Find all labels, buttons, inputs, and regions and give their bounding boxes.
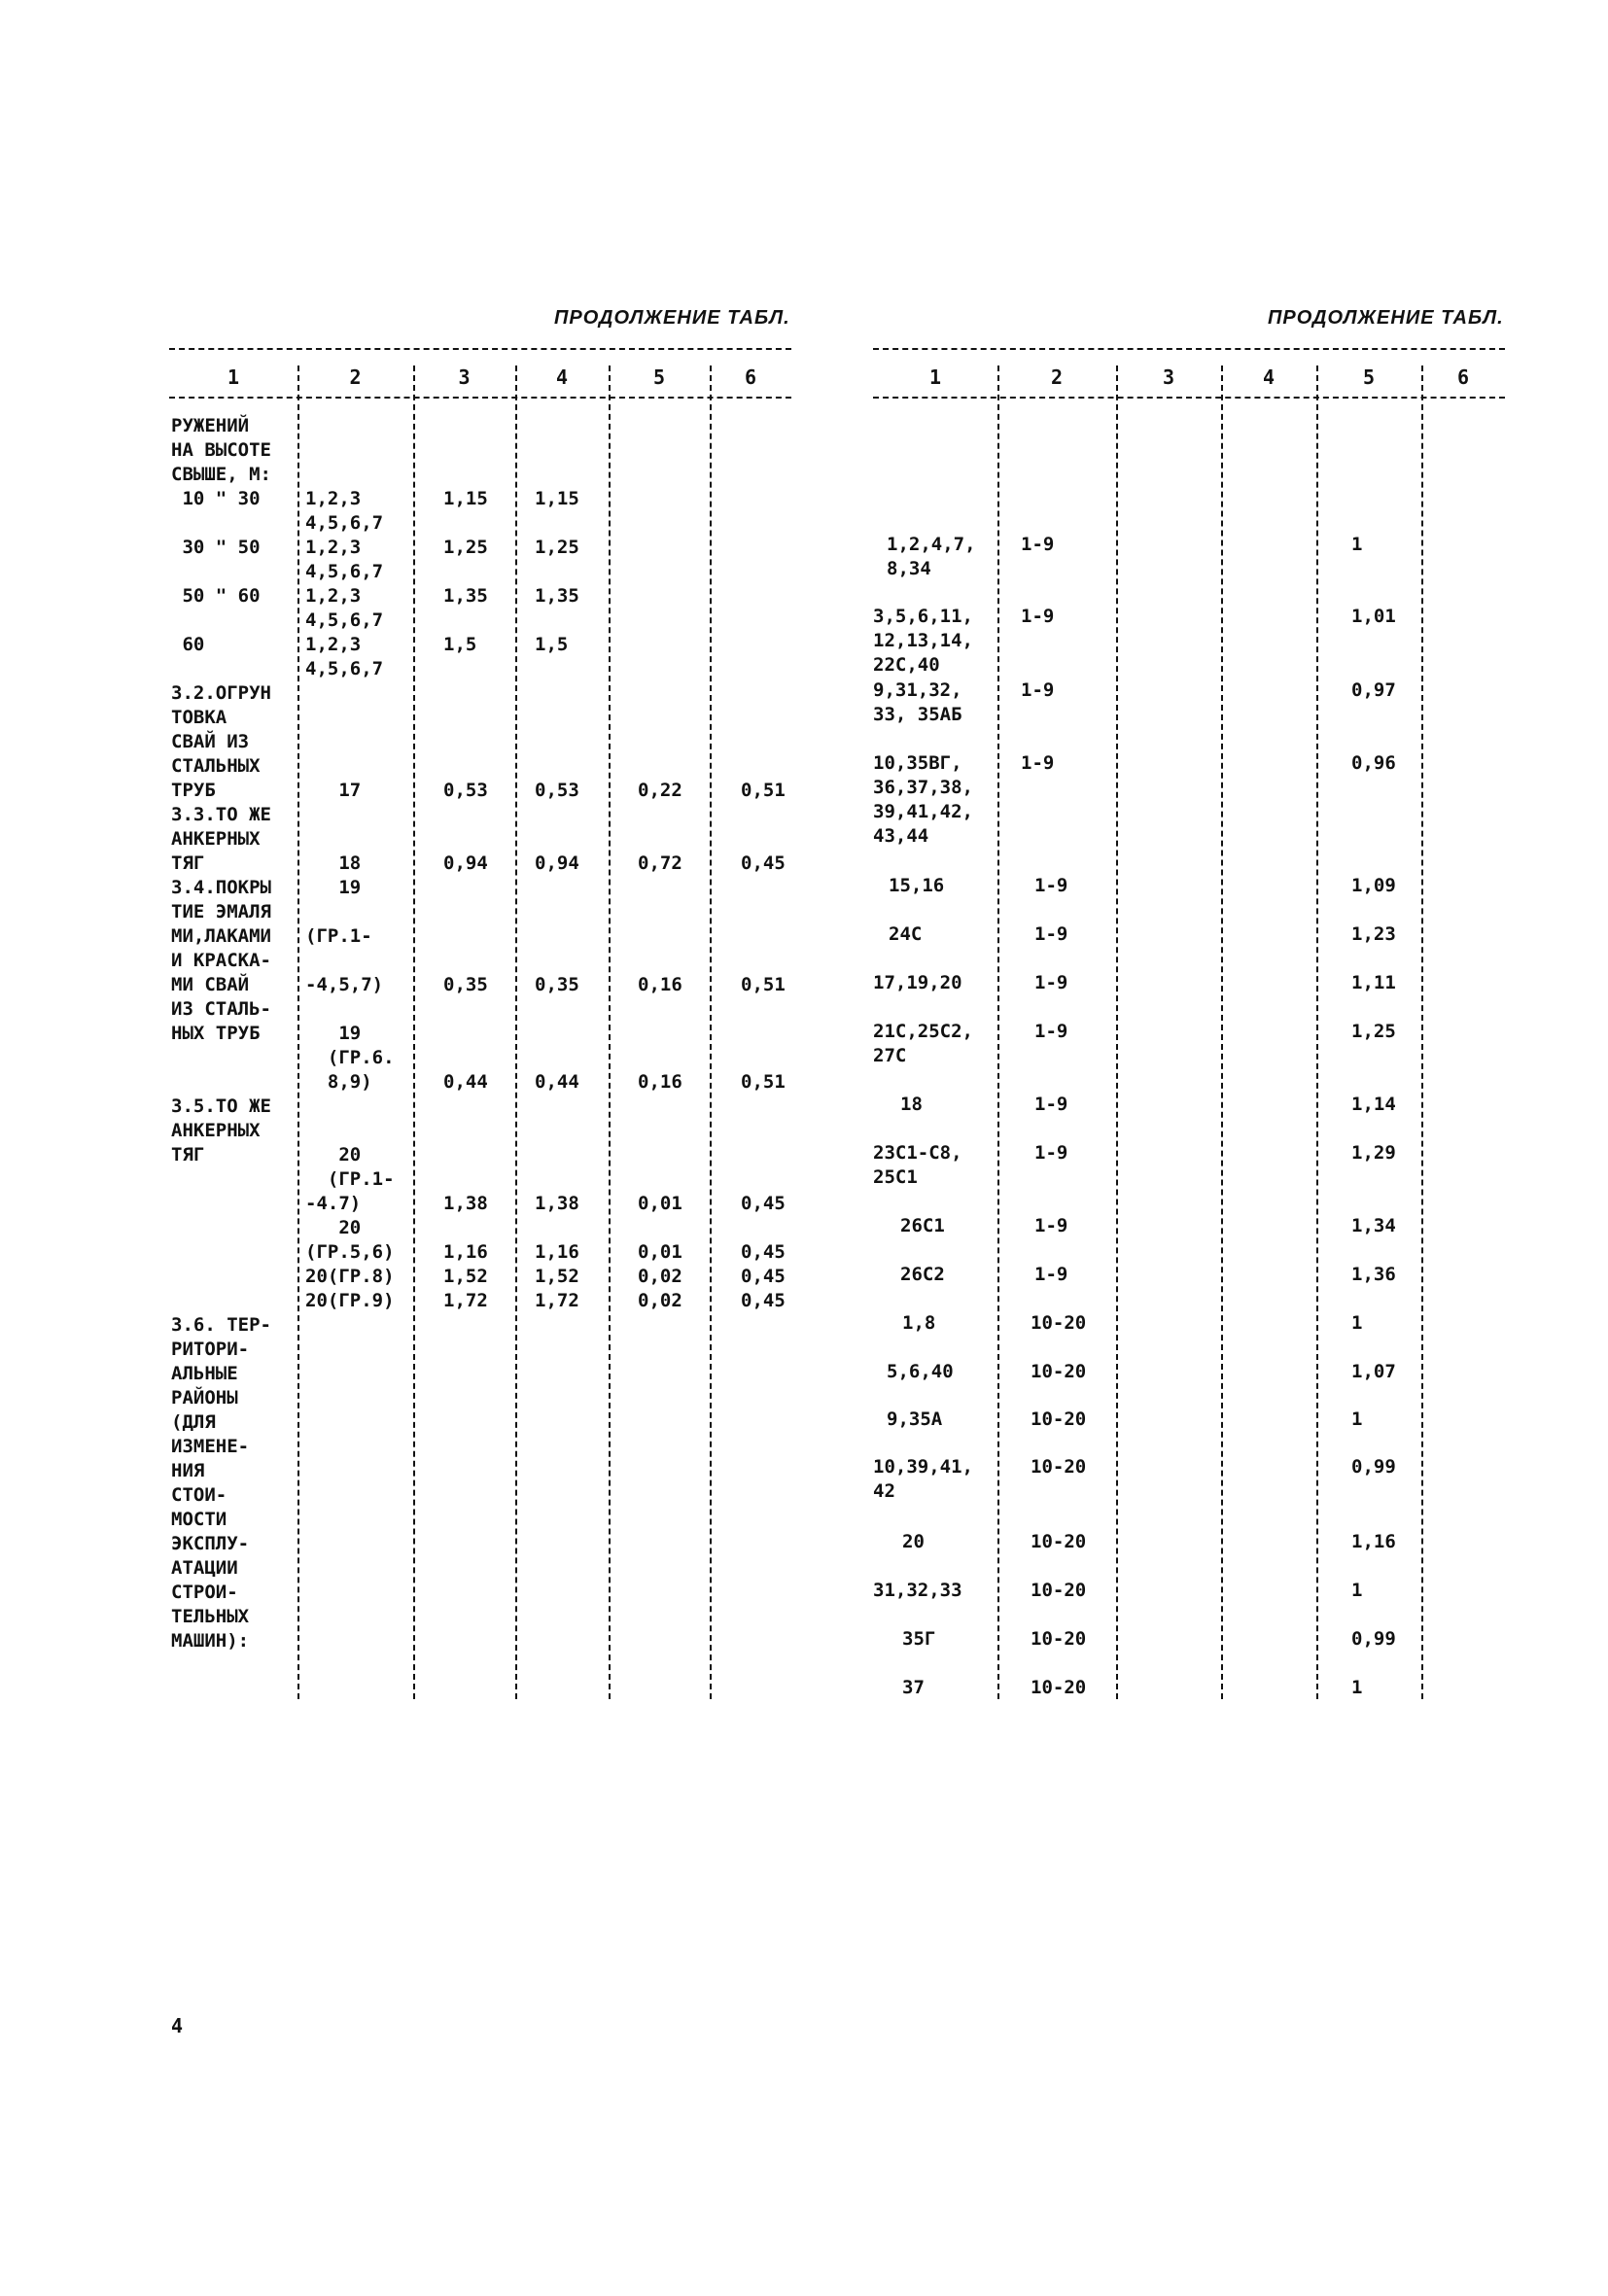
table-caption-right: ПРОДОЛЖЕНИЕ ТАБЛ. bbox=[1268, 307, 1504, 329]
right-row-7-col-2: 1-9 bbox=[1034, 972, 1068, 993]
right-header-col-3: 3 bbox=[1162, 365, 1175, 389]
right-row-8-col-1: 21С,25С2, 27С bbox=[873, 1021, 973, 1066]
right-row-7-col-5: 1,11 bbox=[1351, 972, 1396, 993]
left-col-4-text: 1,15 1,25 1,35 1,5 0,53 0,94 0,35 0,44 1,38 1,16 1,52 1,72 bbox=[535, 488, 579, 1311]
right-row-15-col-1: 9,35А bbox=[887, 1409, 943, 1430]
right-row-6-col-2: 1-9 bbox=[1034, 923, 1068, 945]
right-row-19-col-2: 10-20 bbox=[1031, 1628, 1087, 1650]
right-row-9-col-1: 18 bbox=[900, 1094, 923, 1115]
right-row-2-col-1: 3,5,6,11, 12,13,14, 22С,40 bbox=[873, 606, 973, 676]
right-row-16-col-1: 10,39,41, 42 bbox=[873, 1456, 973, 1502]
right-row-10-col-2: 1-9 bbox=[1034, 1142, 1068, 1164]
right-header-col-1: 1 bbox=[928, 365, 942, 389]
right-row-4-col-2: 1-9 bbox=[1021, 752, 1055, 774]
right-row-11-col-1: 26С1 bbox=[900, 1215, 945, 1236]
right-row-6-col-5: 1,23 bbox=[1351, 923, 1396, 945]
right-row-6-col-1: 24С bbox=[889, 923, 923, 945]
right-row-5-col-1: 15,16 bbox=[889, 875, 945, 896]
left-header-col-6: 6 bbox=[744, 365, 757, 389]
right-row-15-col-5: 1 bbox=[1351, 1409, 1363, 1430]
right-row-5-col-2: 1-9 bbox=[1034, 875, 1068, 896]
right-row-1-col-1: 1,2,4,7, 8,34 bbox=[887, 534, 976, 579]
right-row-15-col-2: 10-20 bbox=[1031, 1409, 1087, 1430]
left-header-col-4: 4 bbox=[555, 365, 569, 389]
right-row-2-col-2: 1-9 bbox=[1021, 606, 1055, 627]
right-row-7-col-1: 17,19,20 bbox=[873, 972, 962, 993]
left-col-2-text: 1,2,3 4,5,6,7 1,2,3 4,5,6,7 1,2,3 4,5,6,7 1,2,3 4,5,6,7 17 18 19 (ГР.1- -4,5,7) 19 (ГР.6. 8,9) 20 (ГР.1- -4.7) 20 (ГР.5,6) 20(ГР.8) 20(ГР.9) bbox=[305, 488, 395, 1311]
right-row-3-col-5: 0,97 bbox=[1351, 679, 1396, 701]
right-row-18-col-5: 1 bbox=[1351, 1580, 1363, 1601]
right-row-14-col-2: 10-20 bbox=[1031, 1361, 1087, 1382]
right-row-3-col-2: 1-9 bbox=[1021, 679, 1055, 701]
right-row-13-col-2: 10-20 bbox=[1031, 1312, 1087, 1334]
right-row-4-col-1: 10,35ВГ, 36,37,38, 39,41,42, 43,44 bbox=[873, 752, 973, 847]
right-row-1-col-2: 1-9 bbox=[1021, 534, 1055, 555]
right-row-16-col-5: 0,99 bbox=[1351, 1456, 1396, 1478]
right-row-12-col-1: 26С2 bbox=[900, 1264, 945, 1285]
right-row-19-col-5: 0,99 bbox=[1351, 1628, 1396, 1650]
right-row-20-col-1: 37 bbox=[902, 1677, 925, 1698]
right-row-20-col-2: 10-20 bbox=[1031, 1677, 1087, 1698]
right-row-13-col-5: 1 bbox=[1351, 1312, 1363, 1334]
right-header-col-4: 4 bbox=[1262, 365, 1276, 389]
table-caption-left: ПРОДОЛЖЕНИЕ ТАБЛ. bbox=[554, 307, 790, 329]
right-row-17-col-2: 10-20 bbox=[1031, 1531, 1087, 1552]
right-row-19-col-1: 35Г bbox=[902, 1628, 936, 1650]
right-row-20-col-5: 1 bbox=[1351, 1677, 1363, 1698]
left-header-col-5: 5 bbox=[652, 365, 666, 389]
right-header-col-5: 5 bbox=[1362, 365, 1376, 389]
right-row-3-col-1: 9,31,32, 33, 35АБ bbox=[873, 679, 962, 725]
left-col-6-text: 0,51 0,45 0,51 0,51 0,45 0,45 0,45 0,45 bbox=[741, 780, 786, 1311]
right-row-13-col-1: 1,8 bbox=[902, 1312, 936, 1334]
right-row-14-col-5: 1,07 bbox=[1351, 1361, 1396, 1382]
right-row-8-col-2: 1-9 bbox=[1034, 1021, 1068, 1042]
right-header-col-2: 2 bbox=[1050, 365, 1064, 389]
left-header-col-1: 1 bbox=[227, 365, 240, 389]
right-row-2-col-5: 1,01 bbox=[1351, 606, 1396, 627]
right-row-11-col-5: 1,34 bbox=[1351, 1215, 1396, 1236]
right-row-10-col-1: 23С1-С8, 25С1 bbox=[873, 1142, 962, 1188]
right-row-1-col-5: 1 bbox=[1351, 534, 1363, 555]
right-row-12-col-2: 1-9 bbox=[1034, 1264, 1068, 1285]
left-col-3-text: 1,15 1,25 1,35 1,5 0,53 0,94 0,35 0,44 1,38 1,16 1,52 1,72 bbox=[443, 488, 488, 1311]
page-number: 4 bbox=[171, 2014, 184, 2037]
right-row-17-col-5: 1,16 bbox=[1351, 1531, 1396, 1552]
right-row-11-col-2: 1-9 bbox=[1034, 1215, 1068, 1236]
left-header-col-3: 3 bbox=[458, 365, 471, 389]
right-row-10-col-5: 1,29 bbox=[1351, 1142, 1396, 1164]
right-row-18-col-1: 31,32,33 bbox=[873, 1580, 962, 1601]
left-header-col-2: 2 bbox=[349, 365, 362, 389]
right-row-9-col-5: 1,14 bbox=[1351, 1094, 1396, 1115]
right-header-col-6: 6 bbox=[1456, 365, 1470, 389]
right-row-4-col-5: 0,96 bbox=[1351, 752, 1396, 774]
right-row-12-col-5: 1,36 bbox=[1351, 1264, 1396, 1285]
right-row-8-col-5: 1,25 bbox=[1351, 1021, 1396, 1042]
right-row-17-col-1: 20 bbox=[902, 1531, 925, 1552]
right-row-5-col-5: 1,09 bbox=[1351, 875, 1396, 896]
right-row-9-col-2: 1-9 bbox=[1034, 1094, 1068, 1115]
left-col-1-text: РУЖЕНИЙ НА ВЫСОТЕ СВЫШЕ, М: 10 " 30 30 " 50 50 " 60 60 3.2.ОГРУН ТОВКА СВАЙ ИЗ СТАЛЬНЫХ ТРУБ 3.3.ТО ЖЕ АНКЕРНЫХ ТЯГ 3.4.ПОКРЫ ТИЕ ЭМАЛЯ МИ,ЛАКАМИ И КРАСКА- МИ СВАЙ ИЗ СТАЛЬ- НЫХ ТРУБ 3.5.ТО ЖЕ АНКЕРНЫХ ТЯГ 3.6. ТЕР- РИТОРИ- АЛЬНЫЕ РАЙОНЫ (ДЛЯ ИЗМЕНЕ- НИЯ СТОИ- МОСТИ ЭКСПЛУ- АТАЦИИ СТРОИ- ТЕЛЬНЫХ МАШИН): bbox=[171, 415, 271, 1652]
right-row-16-col-2: 10-20 bbox=[1031, 1456, 1087, 1478]
left-col-5-text: 0,22 0,72 0,16 0,16 0,01 0,01 0,02 0,02 bbox=[638, 780, 682, 1311]
right-row-14-col-1: 5,6,40 bbox=[887, 1361, 954, 1382]
right-row-18-col-2: 10-20 bbox=[1031, 1580, 1087, 1601]
